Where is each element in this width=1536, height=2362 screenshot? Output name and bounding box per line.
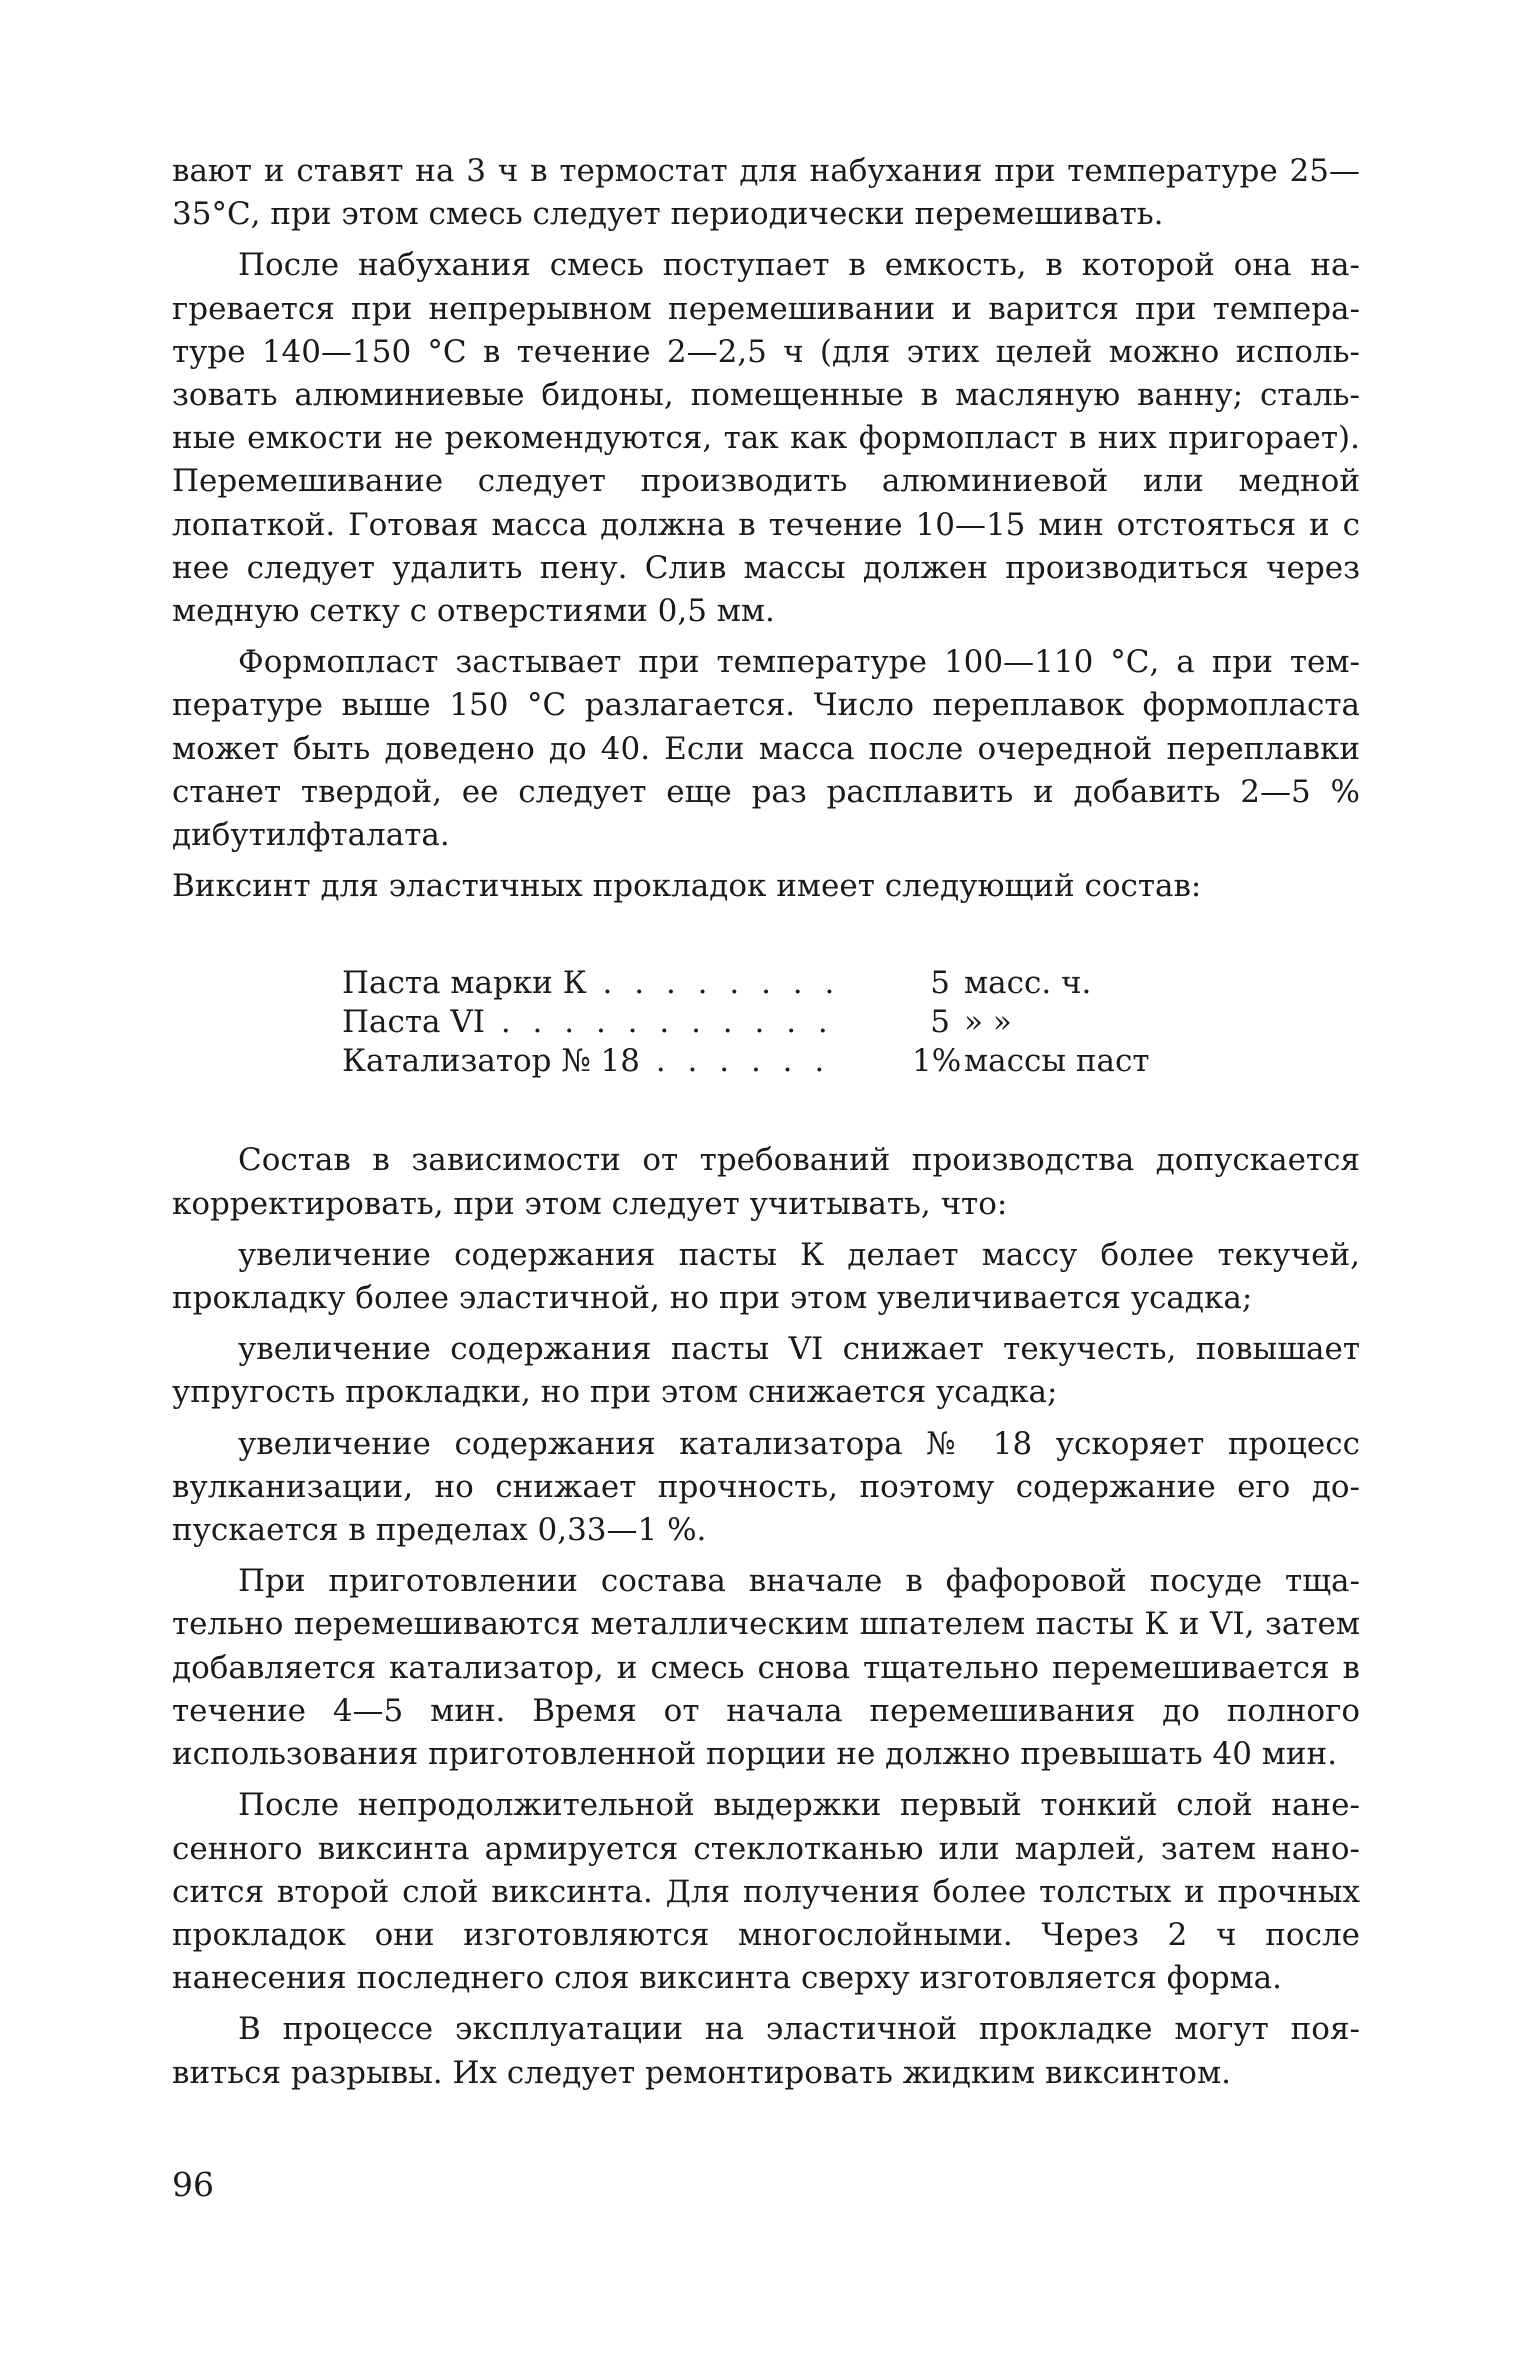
composition-table: [342, 964, 1360, 1081]
composition-quantity: 5: [930, 1004, 950, 1041]
page-number: 96: [172, 2165, 214, 2204]
composition-quantity: 5: [930, 965, 950, 1002]
composition-unit: массы паст: [964, 1043, 1150, 1080]
paragraph: В процессе эксплуатации на эластичной прокладке могут появиться разрывы. Их следует ремонтировать жидким виксинтом.: [172, 2011, 1360, 2091]
composition-component: Паста VI . . . . . . . . . . .: [342, 1004, 834, 1041]
composition-component: Паста марки К . . . . . . . .: [342, 965, 841, 1002]
composition-unit: масс. ч.: [964, 965, 1092, 1002]
paragraphs-before-table: [172, 150, 1360, 908]
composition-quantity: 1%: [912, 1043, 962, 1080]
paragraph: увеличение содержания пасты VI снижает текучесть, повышает упругость прокладки, но при этом снижается усадка;: [172, 1331, 1360, 1411]
paragraph: увеличение содержания катализатора № 18 ускоряет процесс вулканизации, но снижает прочность, поэтому содержание его допускается в пределах 0,33—1 %.: [172, 1425, 1360, 1549]
composition-component: Катализатор № 18 . . . . . .: [342, 1043, 831, 1080]
paragraph: увеличение содержания пасты К делает массу более текучей, прокладку более эластичной, но при этом увеличивается усадка;: [172, 1236, 1360, 1317]
composition-row: [342, 1003, 1360, 1042]
composition-row: [342, 1042, 1360, 1081]
composition-row: [342, 964, 1360, 1003]
body-text: [172, 150, 1360, 2095]
composition-unit: » »: [964, 1004, 1012, 1041]
paragraph: При приготовлении состава вначале в фафоровой посуде тщательно перемешиваются металлическим шпателем пасты К и VI, затем добавляется катализатор, и смесь снова тщательно перемешивается в течение 4—5 мин. Время от начала перемешивания до полного использования приготовленной порции не должно превышать 40 мин.: [172, 1563, 1360, 1773]
paragraphs-after-table: [172, 1139, 1360, 2094]
paragraph: Состав в зависимости от требований производства допускается корректировать, при этом следует учитывать, что:: [172, 1142, 1360, 1222]
paragraph: Формопласт застывает при температуре 100—110 °С, а при температуре выше 150 °С разлагается. Число переплавок формопласта может быть доведено до 40. Если масса после очередной переплавки станет твердой, ее следует еще раз расплавить и добавить 2—5 % дибутилфталата.: [172, 644, 1360, 854]
paragraph: После набухания смесь поступает в емкость, в которой она нагревается при непрерывном перемешивании и варится при температуре 140—150 °С в течение 2—2,5 ч (для этих целей можно использовать алюминиевые бидоны, помещенные в масляную ванну; стальные емкости не рекомендуются, так как формопласт в них пригорает). Перемешивание следует производить алюминиевой или медной лопаткой. Готовая масса должна в течение 10—15 мин отстояться и с нее следует удалить пену. Слив массы должен производиться через медную сетку с отверстиями 0,5 мм.: [172, 247, 1360, 630]
paragraph: вают и ставят на 3 ч в термостат для набухания при температуре 25—35°С, при этом смесь следует периодически перемешивать.: [172, 153, 1360, 233]
paragraph: После непродолжительной выдержки первый тонкий слой нанесенного виксинта армируется стеклотканью или марлей, затем наносится второй слой виксинта. Для получения более толстых и прочных прокладок они изготовляются многослойными. Через 2 ч после нанесения последнего слоя виксинта сверху изготовляется форма.: [172, 1787, 1360, 1997]
paragraph: Виксинт для эластичных прокладок имеет следующий состав:: [172, 868, 1202, 905]
